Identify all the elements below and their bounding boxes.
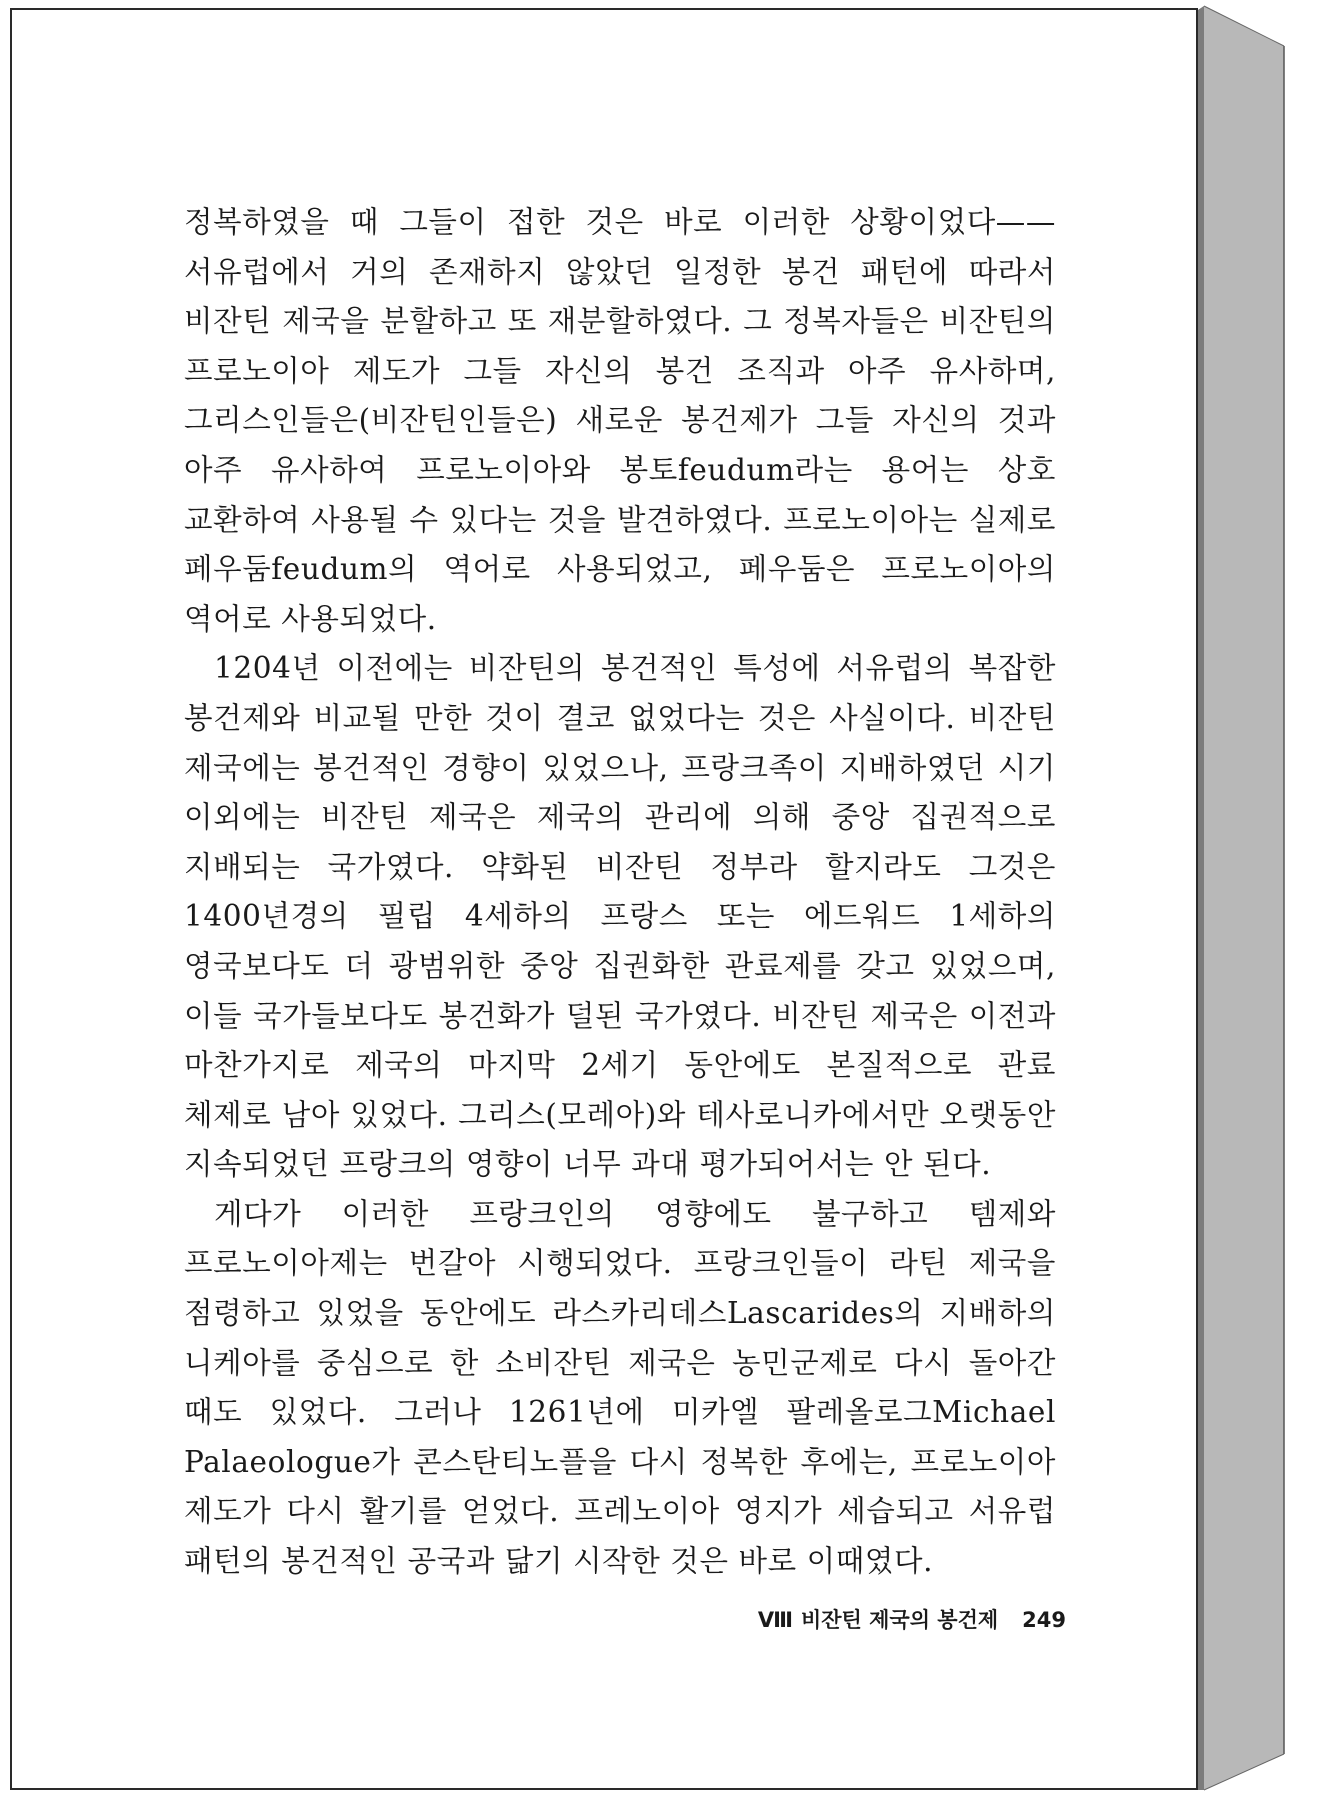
paragraph-3: 게다가 이러한 프랑크인의 영향에도 불구하고 템제와 프로노이아제는 번갈아 시행되었다. 프랑크인들이 라틴 제국을 점령하고 있었을 동안에도 라스카리데스Lascarides의 지배하의 니케아를 중심으로 한 소비잔틴 제국은 농민군제로 다시 돌아간 때도 있었다. 그러나 1261년에 미카엘 팔레올로그Michael Palaeologue가 콘스탄티노플을 다시 정복한 후에는, 프로노이아 제도가 다시 활기를 얻었다. 프레노이아 영지가 세습되고 서유럽 패턴의 봉건적인 공국과 닮기 시작한 것은 바로 이때였다. xyxy=(184,1196,1056,1579)
chapter-title: 비잔틴 제국의 봉건제 xyxy=(800,1608,999,1632)
body-text xyxy=(184,198,1056,1587)
running-footer xyxy=(758,1604,1066,1634)
paragraph-1: 정복하였을 때 그들이 접한 것은 바로 이러한 상황이었다——서유럽에서 거의 존재하지 않았던 일정한 봉건 패턴에 따라서 비잔틴 제국을 분할하고 또 재분할하였다. 그 정복자들은 비잔틴의 프로노이아 제도가 그들 자신의 봉건 조직과 아주 유사하며, 그리스인들은(비잔틴인들은) 새로운 봉건제가 그들 자신의 것과 아주 유사하여 프로노이아와 봉토feudum라는 용어는 상호 교환하여 사용될 수 있다는 것을 발견하였다. 프로노이아는 실제로 페우둠feudum의 역어로 사용되었고, 페우둠은 프로노이아의 역어로 사용되었다. xyxy=(184,205,1056,636)
book-page xyxy=(10,8,1198,1790)
paragraph-2: 1204년 이전에는 비잔틴의 봉건적인 특성에 서유럽의 복잡한 봉건제와 비교될 만한 것이 결코 없었다는 것은 사실이다. 비잔틴 제국에는 봉건적인 경향이 있었으나, 프랑크족이 지배하였던 시기 이외에는 비잔틴 제국은 제국의 관리에 의해 중앙 집권적으로 지배되는 국가였다. 약화된 비잔틴 정부라 할지라도 그것은 1400년경의 필립 4세하의 프랑스 또는 에드워드 1세하의 영국보다도 더 광범위한 중앙 집권화한 관료제를 갖고 있었으며, 이들 국가들보다도 봉건화가 덜된 국가였다. 비잔틴 제국은 이전과 마찬가지로 제국의 마지막 2세기 동안에도 본질적으로 관료 체제로 남아 있었다. 그리스(모레아)와 테사로니카에서만 오랫동안 지속되었던 프랑크의 영향이 너무 과대 평가되어서는 안 된다. xyxy=(184,651,1056,1182)
chapter-number: Ⅷ xyxy=(757,1608,793,1632)
page-number: 249 xyxy=(1022,1608,1066,1632)
